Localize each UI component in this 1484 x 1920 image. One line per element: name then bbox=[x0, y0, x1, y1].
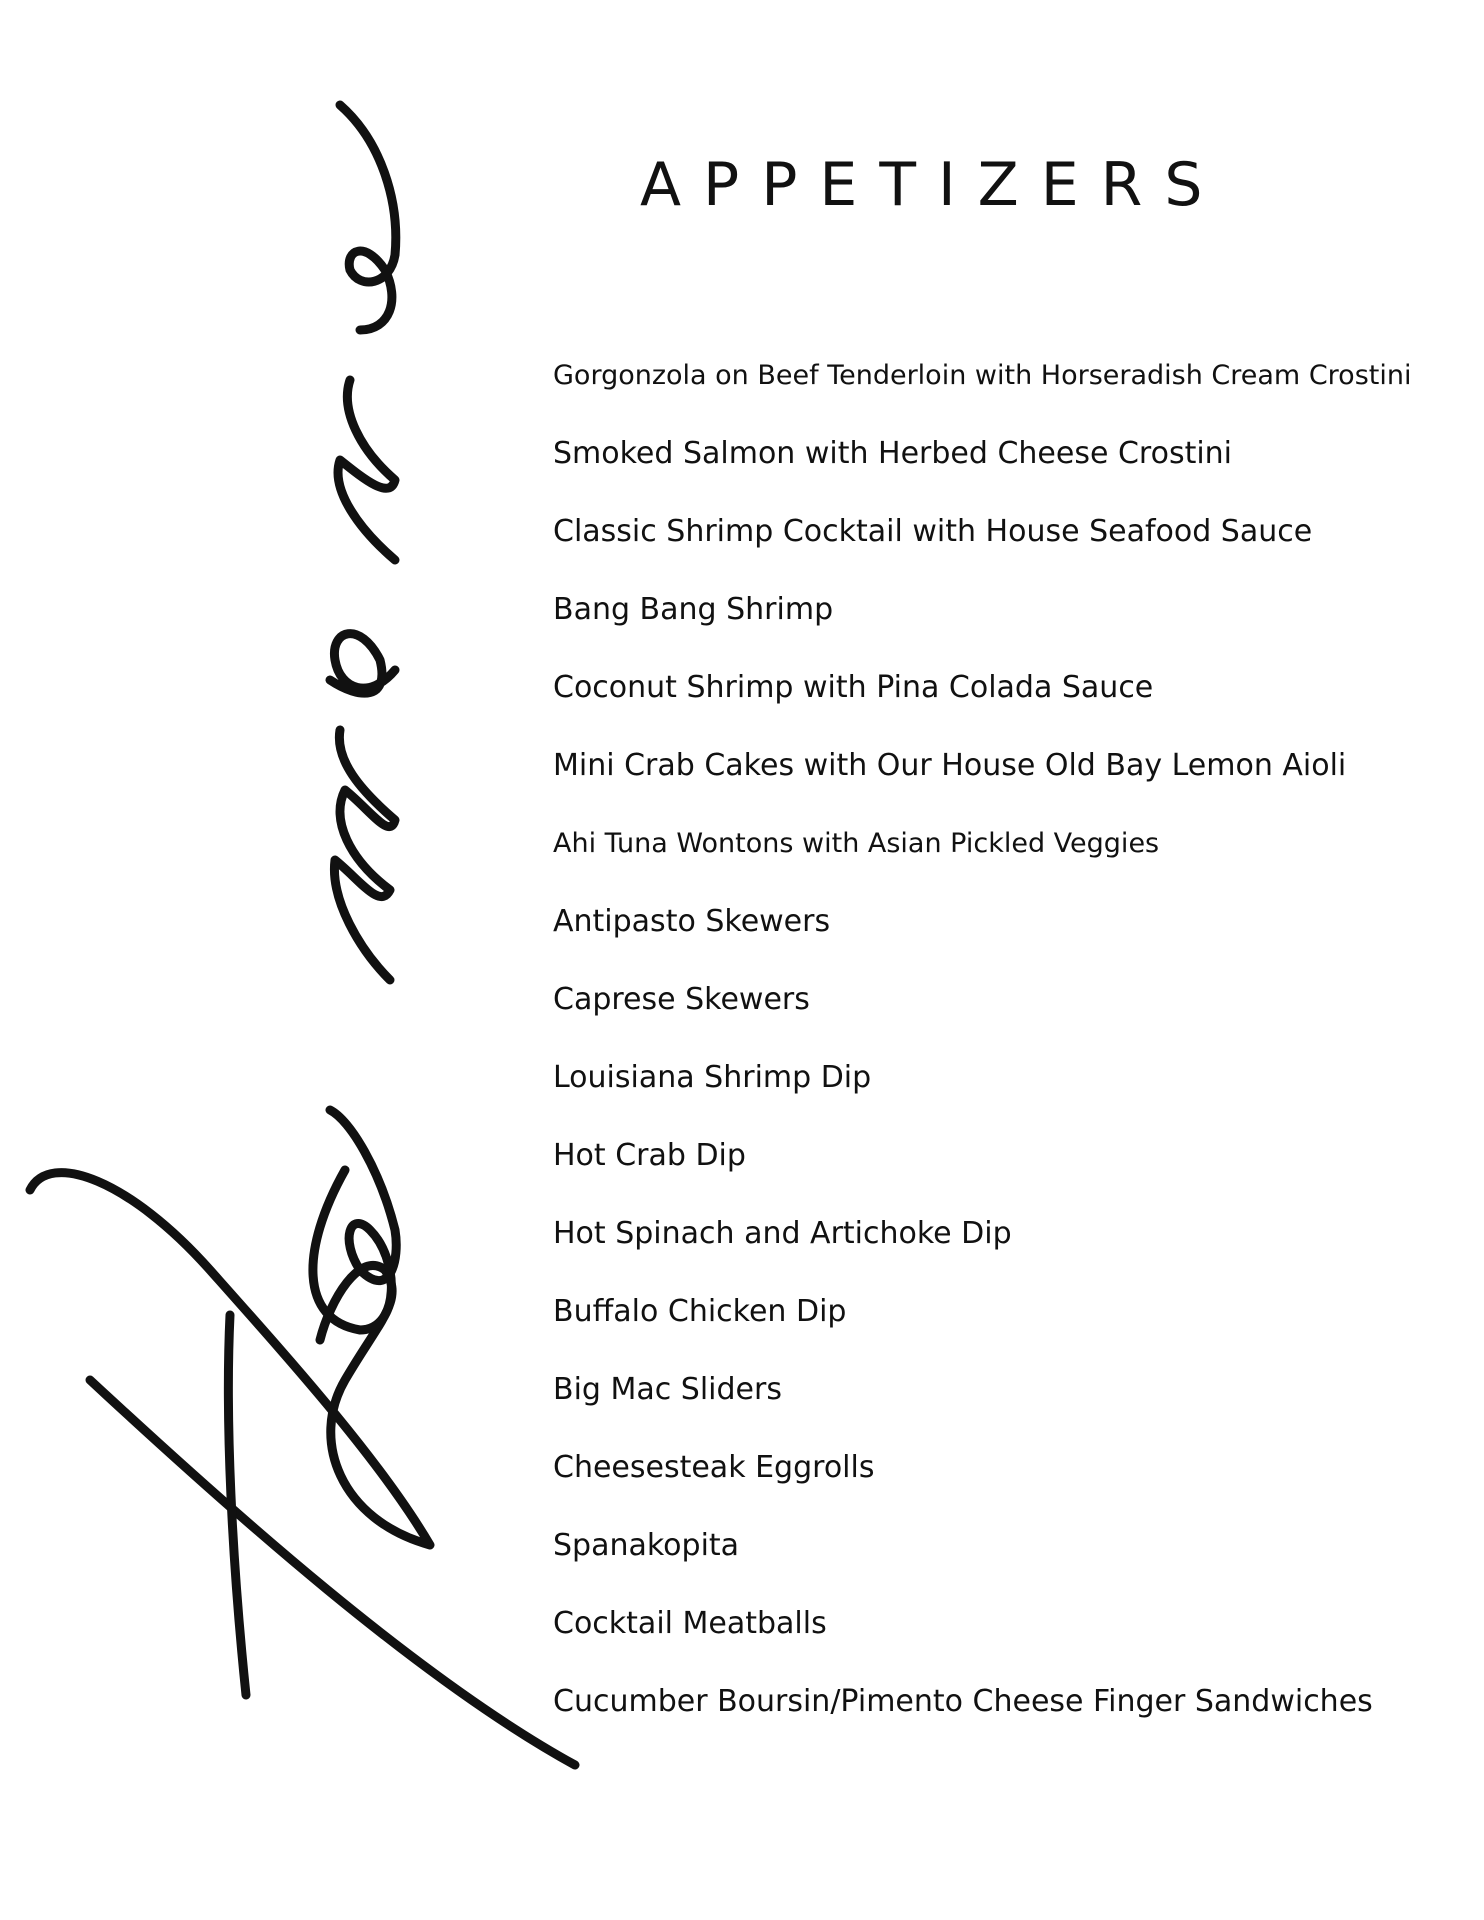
script-stroke-n bbox=[338, 380, 395, 560]
section-heading: APPETIZERS bbox=[640, 150, 1225, 220]
menu-item: Coconut Shrimp with Pina Colada Sauce bbox=[553, 670, 1154, 705]
menu-item: Spanakopita bbox=[553, 1528, 740, 1563]
script-stroke-t-stem bbox=[228, 1315, 246, 1695]
menu-item: Cheesesteak Eggrolls bbox=[553, 1450, 875, 1485]
script-stroke-menu-e bbox=[330, 634, 395, 694]
menu-item: Cucumber Boursin/Pimento Cheese Finger Sandwiches bbox=[553, 1684, 1373, 1719]
menu-item: Big Mac Sliders bbox=[553, 1372, 782, 1407]
the-menu-script-logo bbox=[0, 0, 600, 1920]
menu-item: Cocktail Meatballs bbox=[553, 1606, 827, 1641]
script-logo bbox=[0, 0, 600, 1920]
menu-item: Hot Crab Dip bbox=[553, 1138, 746, 1173]
script-stroke-e bbox=[313, 1110, 396, 1330]
menu-item: Louisiana Shrimp Dip bbox=[553, 1060, 872, 1095]
menu-item: Caprese Skewers bbox=[553, 982, 810, 1017]
script-stroke-u bbox=[340, 105, 396, 330]
menu-item: Gorgonzola on Beef Tenderloin with Horseradish Cream Crostini bbox=[553, 360, 1412, 391]
menu-list bbox=[553, 337, 1453, 1741]
menu-item: Hot Spinach and Artichoke Dip bbox=[553, 1216, 1012, 1251]
menu-item: Bang Bang Shrimp bbox=[553, 592, 834, 627]
menu-item: Smoked Salmon with Herbed Cheese Crostini bbox=[553, 436, 1233, 471]
menu-item: Ahi Tuna Wontons with Asian Pickled Veggies bbox=[553, 828, 1160, 859]
menu-item: Antipasto Skewers bbox=[553, 904, 831, 939]
menu-item: Buffalo Chicken Dip bbox=[553, 1294, 847, 1329]
script-stroke-m bbox=[334, 730, 395, 980]
menu-item: Mini Crab Cakes with Our House Old Bay Lemon Aioli bbox=[553, 748, 1347, 783]
menu-item: Classic Shrimp Cocktail with House Seafood Sauce bbox=[553, 514, 1313, 549]
